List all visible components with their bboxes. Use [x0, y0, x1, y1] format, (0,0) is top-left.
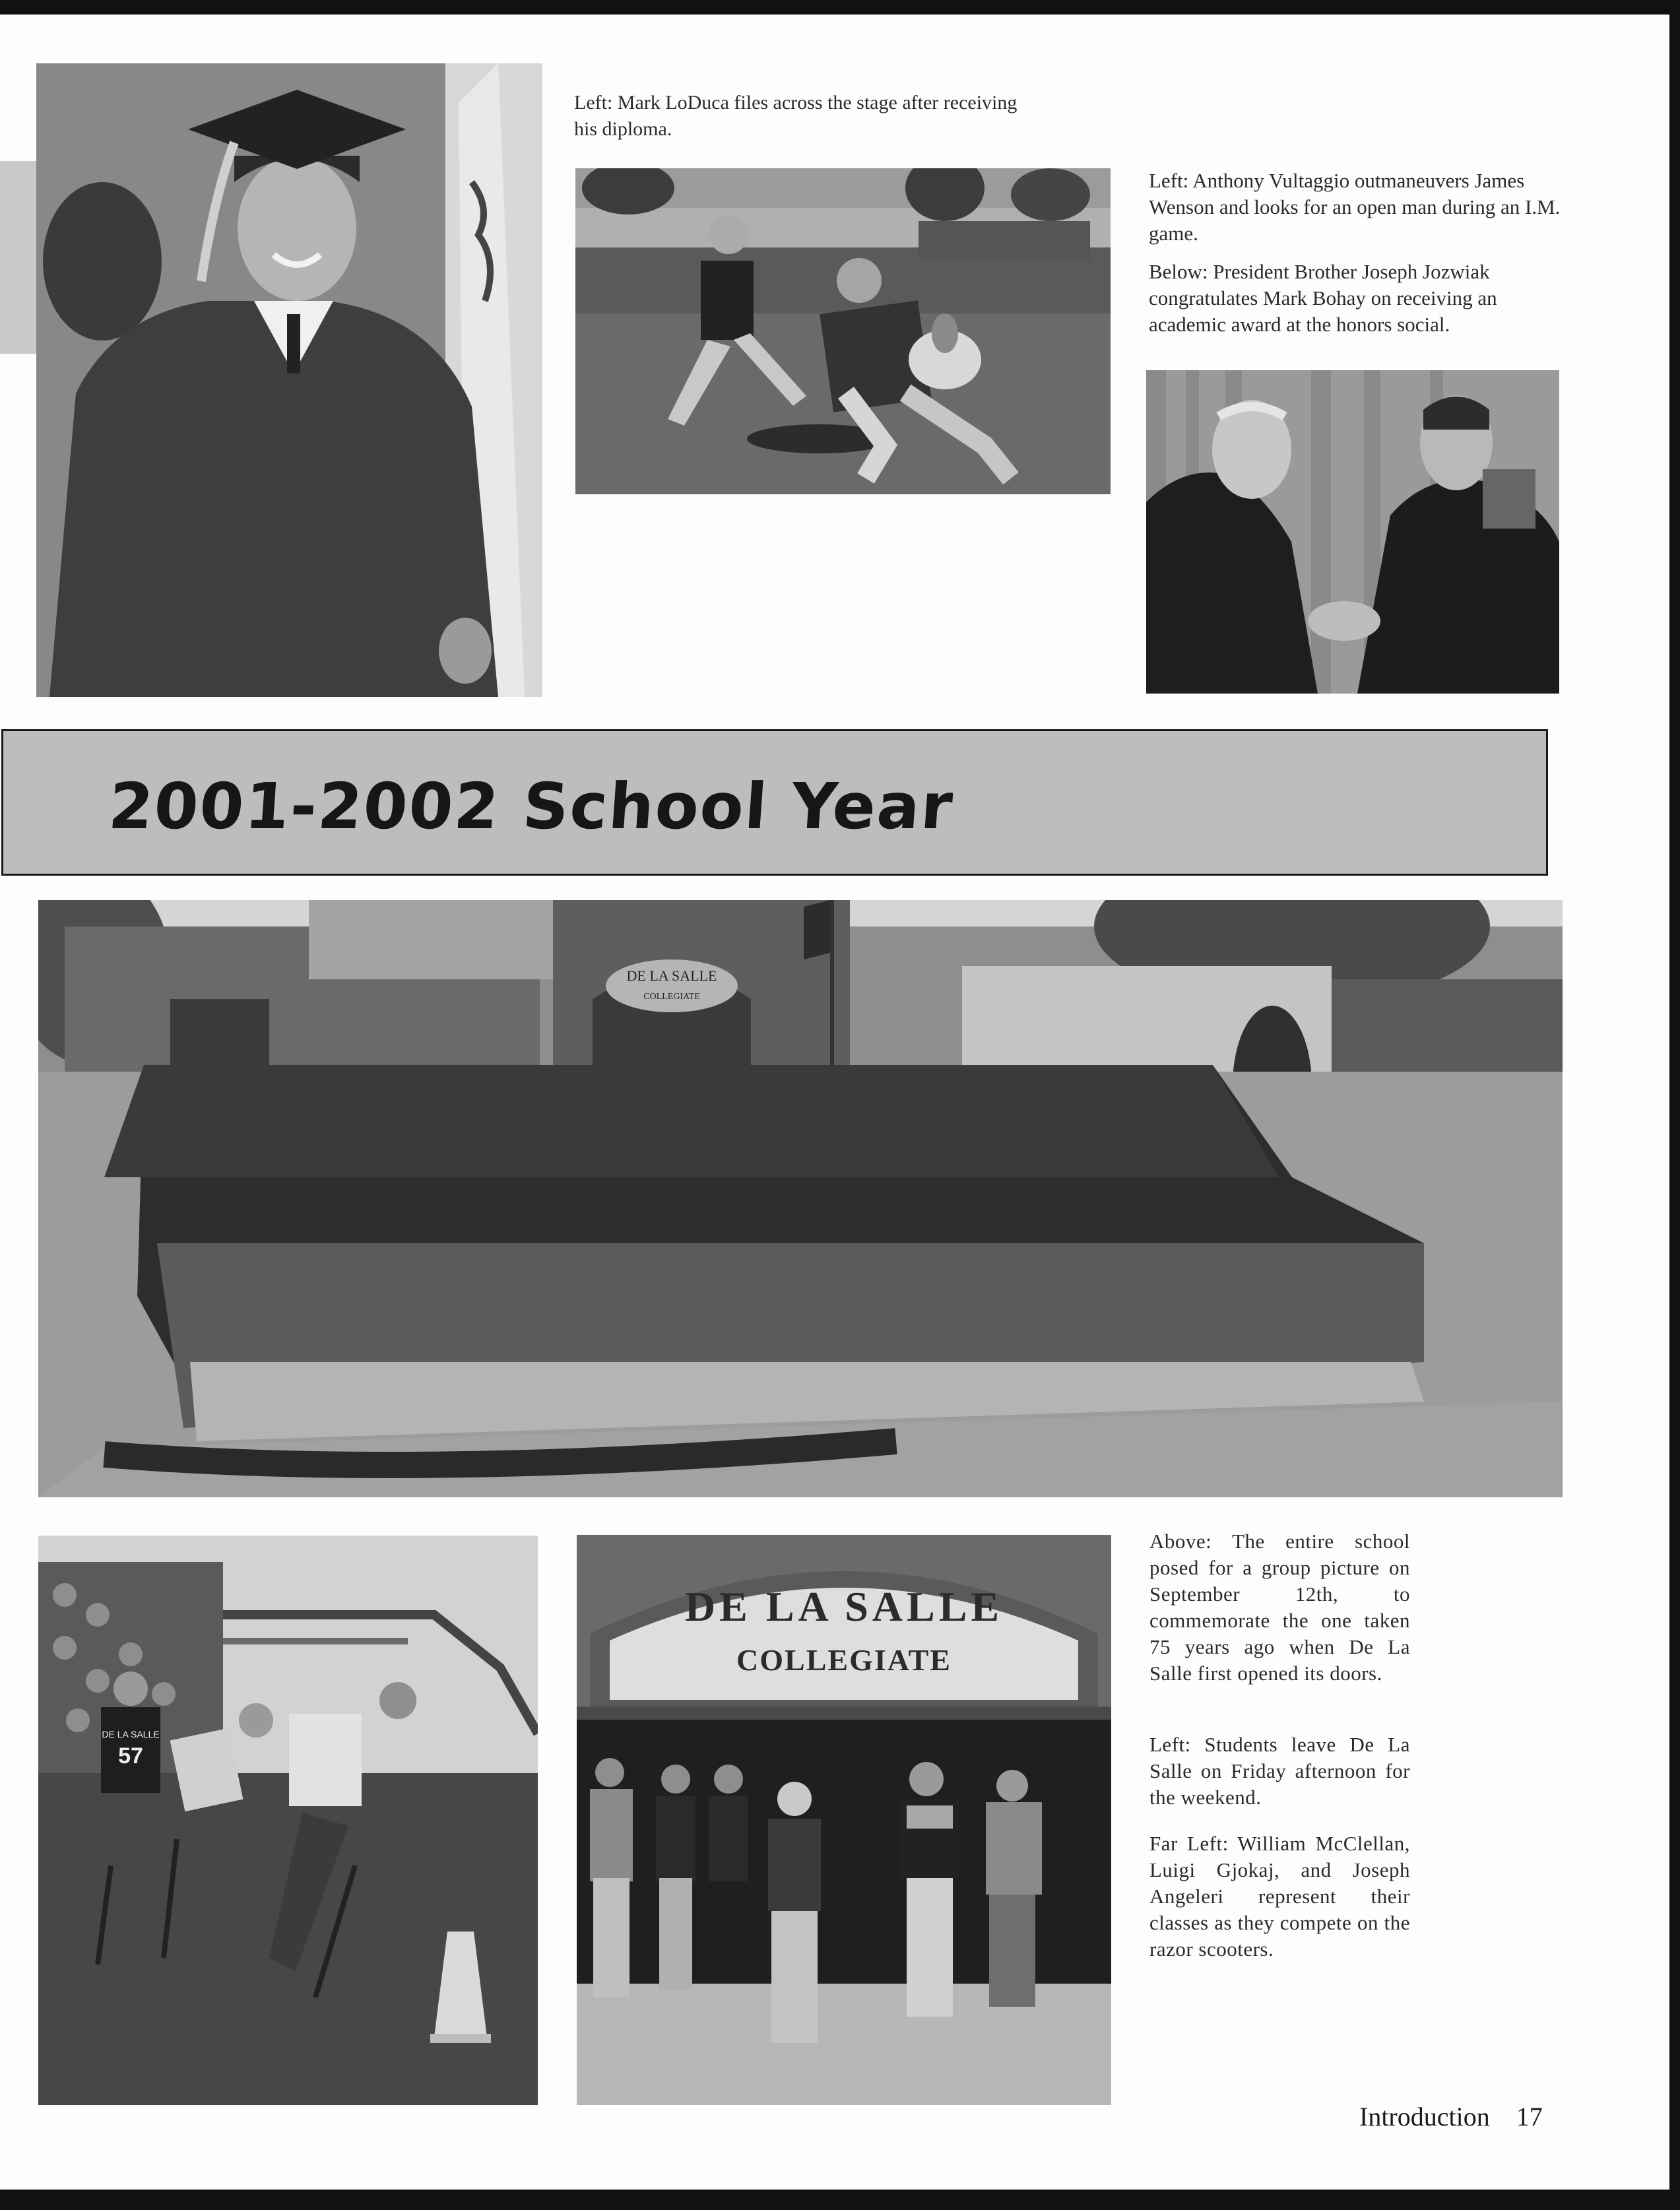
- page-number: 17: [1516, 2102, 1543, 2131]
- football-caption-text: Left: Anthony Vultaggio outmaneuvers James Wenson and looks for an open man during an I.M. game.: [1149, 169, 1561, 245]
- side-tab-marker: [0, 161, 37, 354]
- jersey-number: 57: [118, 1743, 143, 1769]
- yearbook-page: [0, 15, 1669, 2190]
- graduation-photo: [36, 63, 542, 697]
- graduation-caption-text: Left: Mark LoDuca files across the stage after receiving his diploma.: [574, 92, 1018, 140]
- award-photo: [1146, 370, 1559, 694]
- sign-line2: COLLEGIATE: [736, 1643, 952, 1677]
- football-photo: [575, 168, 1111, 494]
- building-sign-line1: DE LA SALLE: [626, 967, 717, 984]
- building-sign-line2: COLLEGIATE: [643, 992, 700, 1002]
- football-and-award-captions: [1149, 168, 1561, 350]
- page-footer: [1359, 2101, 1543, 2132]
- group-photo-caption-text: Above: The entire school posed for a group picture on September 12th, to commemorate the one taken 75 years ago when De La Salle first opened its doors.: [1149, 1530, 1410, 1685]
- banner-title: 2001-2002 School Year: [106, 769, 957, 843]
- bottom-captions: [1149, 1528, 1410, 1974]
- footer-section: Introduction: [1359, 2102, 1490, 2131]
- school-year-banner: [1, 729, 1548, 876]
- scooter-race-photo: [38, 1536, 538, 2105]
- school-group-photo: [38, 900, 1563, 1497]
- jersey-text: DE LA SALLE: [102, 1729, 160, 1739]
- students-leaving-photo: [577, 1535, 1111, 2105]
- scooters-caption-text: Far Left: William McClellan, Luigi Gjokaj, and Joseph Angeleri represent their classes as they compete on the razor scooters.: [1149, 1832, 1410, 1961]
- graduation-caption: [574, 90, 1036, 154]
- sign-line1: DE LA SALLE: [684, 1583, 1004, 1630]
- award-caption-text: Below: President Brother Joseph Jozwiak congratulates Mark Bohay on receiving an academic award at the honors social.: [1149, 260, 1497, 336]
- students-leaving-caption-text: Left: Students leave De La Salle on Friday afternoon for the weekend.: [1149, 1733, 1410, 1809]
